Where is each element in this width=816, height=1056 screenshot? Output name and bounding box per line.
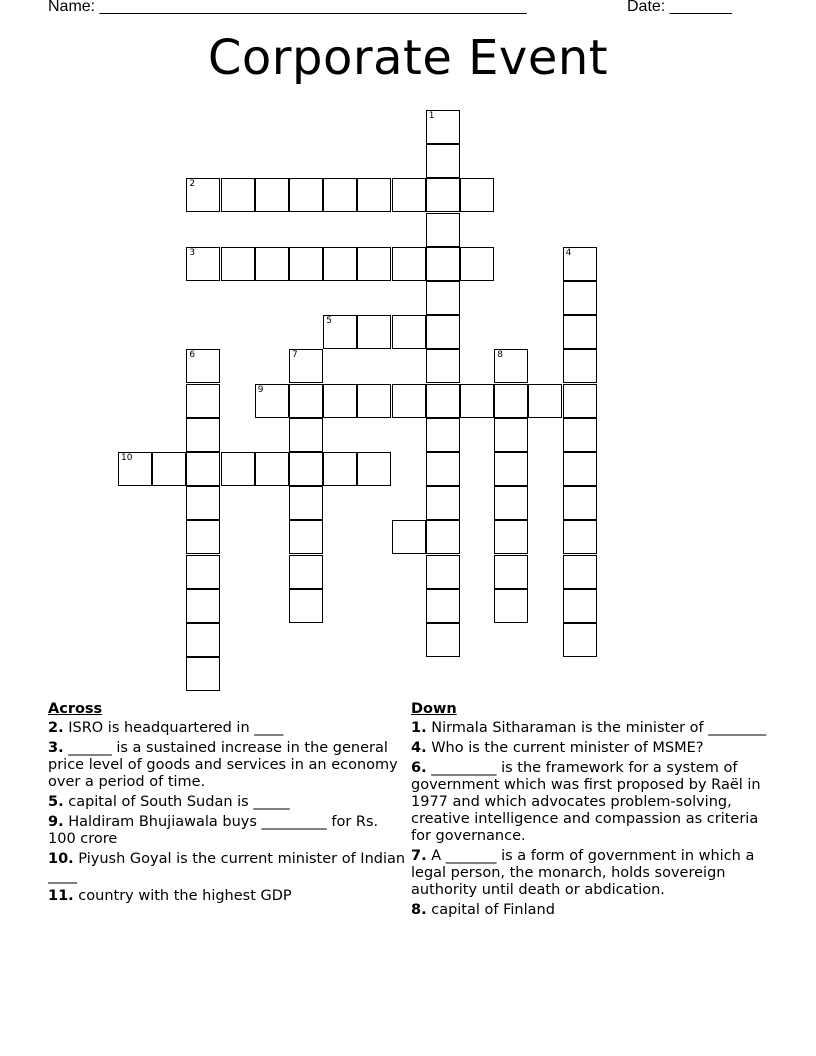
grid-cell[interactable] — [221, 452, 255, 486]
clue-text: Haldiram Bhujiawala buys _________ for Rs. 100 crore — [48, 814, 379, 847]
grid-cell[interactable] — [357, 315, 391, 349]
grid-cell[interactable] — [186, 657, 220, 691]
down-clue — [411, 760, 771, 845]
grid-cell[interactable] — [289, 178, 323, 212]
grid-cell[interactable] — [357, 384, 391, 418]
clue-number: 1 — [428, 111, 435, 121]
grid-cell[interactable] — [289, 384, 323, 418]
grid-cell[interactable] — [494, 589, 528, 623]
grid-cell[interactable] — [255, 452, 289, 486]
grid-cell[interactable] — [392, 315, 426, 349]
grid-cell[interactable] — [289, 247, 323, 281]
grid-cell[interactable] — [563, 555, 597, 589]
grid-cell[interactable] — [563, 247, 597, 281]
grid-cell[interactable] — [323, 452, 357, 486]
grid-cell[interactable] — [392, 384, 426, 418]
across-clue — [48, 814, 406, 848]
grid-cell[interactable] — [186, 589, 220, 623]
grid-cell[interactable] — [323, 178, 357, 212]
across-clue — [48, 888, 406, 905]
grid-cell[interactable] — [494, 384, 528, 418]
clue-num: 5. — [48, 794, 64, 810]
clue-number: 6 — [189, 350, 196, 361]
grid-cell[interactable] — [563, 315, 597, 349]
clue-number: 10 — [121, 453, 133, 463]
grid-cell[interactable] — [392, 520, 426, 554]
grid-cell[interactable] — [426, 349, 460, 383]
clue-num: 2. — [48, 720, 64, 736]
down-clue — [411, 740, 771, 757]
grid-cell[interactable] — [323, 315, 357, 349]
clue-text: capital of Finland — [431, 902, 555, 918]
grid-cell[interactable] — [494, 418, 528, 452]
clue-text: ______ is a sustained increase in the general price level of goods and services in an economy over a period of time. — [48, 740, 398, 790]
grid-cell[interactable] — [289, 349, 323, 383]
grid-cell[interactable] — [563, 520, 597, 554]
across-clue — [48, 740, 406, 791]
grid-cell[interactable] — [289, 486, 323, 520]
clue-text: ISRO is headquartered in ____ — [68, 720, 284, 736]
grid-cell[interactable] — [186, 486, 220, 520]
clue-text: Piyush Goyal is the current minister of Indian ____ — [48, 851, 406, 884]
clue-num: 7. — [411, 848, 427, 864]
clue-num: 9. — [48, 814, 64, 830]
clue-text: Who is the current minister of MSME? — [431, 740, 704, 756]
grid-cell[interactable] — [426, 178, 460, 212]
grid-cell[interactable] — [221, 247, 255, 281]
grid-cell[interactable] — [357, 247, 391, 281]
name-label: Name: — [48, 0, 96, 15]
grid-cell[interactable] — [426, 110, 460, 144]
down-clue — [411, 848, 771, 899]
name-line[interactable]: ________________________________________________ — [99, 0, 527, 15]
grid-cell[interactable] — [460, 178, 494, 212]
grid-cell[interactable] — [186, 247, 220, 281]
grid-cell[interactable] — [563, 418, 597, 452]
grid-cell[interactable] — [426, 213, 460, 247]
across-clue — [48, 851, 406, 885]
clue-number: 7 — [292, 350, 298, 361]
grid-cell[interactable] — [494, 452, 528, 486]
down-clue-list — [411, 720, 771, 919]
down-clue — [411, 902, 771, 919]
grid-cell[interactable] — [563, 384, 597, 418]
grid-cell[interactable] — [426, 384, 460, 418]
clue-num: 4. — [411, 740, 427, 756]
across-clue — [48, 794, 406, 811]
grid-cell[interactable] — [494, 520, 528, 554]
grid-cell[interactable] — [289, 520, 323, 554]
grid-cell[interactable] — [186, 349, 220, 383]
clue-number: 3 — [189, 247, 196, 258]
across-clue-list — [48, 720, 406, 905]
grid-cell[interactable] — [289, 589, 323, 623]
grid-cell[interactable] — [392, 247, 426, 281]
grid-cell[interactable] — [494, 555, 528, 589]
grid-cell[interactable] — [460, 247, 494, 281]
clue-number: 8 — [497, 350, 503, 361]
grid-cell[interactable] — [289, 555, 323, 589]
grid-cell[interactable] — [426, 555, 460, 589]
grid-cell[interactable] — [426, 452, 460, 486]
grid-cell[interactable] — [186, 384, 220, 418]
date-label: Date: — [627, 0, 666, 15]
grid-cell[interactable] — [255, 247, 289, 281]
clue-num: 6. — [411, 760, 427, 776]
grid-cell[interactable] — [494, 486, 528, 520]
across-clues — [48, 701, 406, 908]
clue-text: country with the highest GDP — [78, 888, 292, 904]
grid-cell[interactable] — [528, 384, 562, 418]
date-line[interactable]: _______ — [669, 0, 732, 15]
clue-text: capital of South Sudan is _____ — [68, 794, 290, 810]
clue-num: 8. — [411, 902, 427, 918]
grid-cell[interactable] — [426, 315, 460, 349]
grid-cell[interactable] — [357, 178, 391, 212]
grid-cell[interactable] — [426, 486, 460, 520]
clue-text: A _______ is a form of government in which a legal person, the monarch, holds sovereign authority until death or abdication. — [411, 848, 755, 898]
grid-cell[interactable] — [186, 178, 220, 212]
grid-cell[interactable] — [426, 247, 460, 281]
across-clue — [48, 720, 406, 737]
grid-cell[interactable] — [255, 178, 289, 212]
clue-num: 11. — [48, 888, 74, 904]
clue-text: Nirmala Sitharaman is the minister of ________ — [431, 720, 767, 736]
grid-cell[interactable] — [289, 452, 323, 486]
grid-cell[interactable] — [426, 520, 460, 554]
grid-cell[interactable] — [152, 452, 186, 486]
grid-cell[interactable] — [186, 623, 220, 657]
grid-cell[interactable] — [426, 589, 460, 623]
down-clue — [411, 720, 771, 737]
grid-cell[interactable] — [426, 144, 460, 178]
grid-cell[interactable] — [494, 349, 528, 383]
clue-number: 5 — [326, 316, 332, 327]
grid-cell[interactable] — [186, 520, 220, 554]
grid-cell[interactable] — [563, 349, 597, 383]
grid-cell[interactable] — [426, 418, 460, 452]
grid-cell[interactable] — [563, 589, 597, 623]
clue-number: 4 — [565, 247, 572, 258]
grid-cell[interactable] — [323, 384, 357, 418]
clue-text: _________ is the framework for a system of government which was first proposed by Raël in 1977 and which advocates problem-solving, creative intelligence and compassion as criteria for governance. — [411, 760, 761, 844]
down-heading: Down — [411, 701, 457, 717]
grid-cell[interactable] — [255, 384, 289, 418]
grid-cell[interactable] — [426, 281, 460, 315]
clue-number: 2 — [189, 179, 196, 190]
grid-cell[interactable] — [357, 452, 391, 486]
grid-cell[interactable] — [563, 486, 597, 520]
grid-cell[interactable] — [323, 247, 357, 281]
clue-num: 3. — [48, 740, 64, 756]
clue-number: 9 — [257, 384, 264, 395]
grid-cell[interactable] — [186, 452, 220, 486]
page-title: Corporate Event — [207, 30, 609, 86]
grid-cell[interactable] — [426, 623, 460, 657]
grid-cell[interactable] — [289, 418, 323, 452]
clue-num: 1. — [411, 720, 427, 736]
down-clues — [411, 701, 771, 922]
grid-cell[interactable] — [460, 384, 494, 418]
grid-cell[interactable] — [186, 555, 220, 589]
grid-cell[interactable] — [221, 178, 255, 212]
clue-num: 10. — [48, 851, 74, 867]
grid-cell[interactable] — [563, 623, 597, 657]
grid-cell[interactable] — [563, 281, 597, 315]
grid-cell[interactable] — [118, 452, 152, 486]
grid-cell[interactable] — [563, 452, 597, 486]
grid-cell[interactable] — [392, 178, 426, 212]
across-heading: Across — [48, 701, 103, 717]
grid-cell[interactable] — [186, 418, 220, 452]
